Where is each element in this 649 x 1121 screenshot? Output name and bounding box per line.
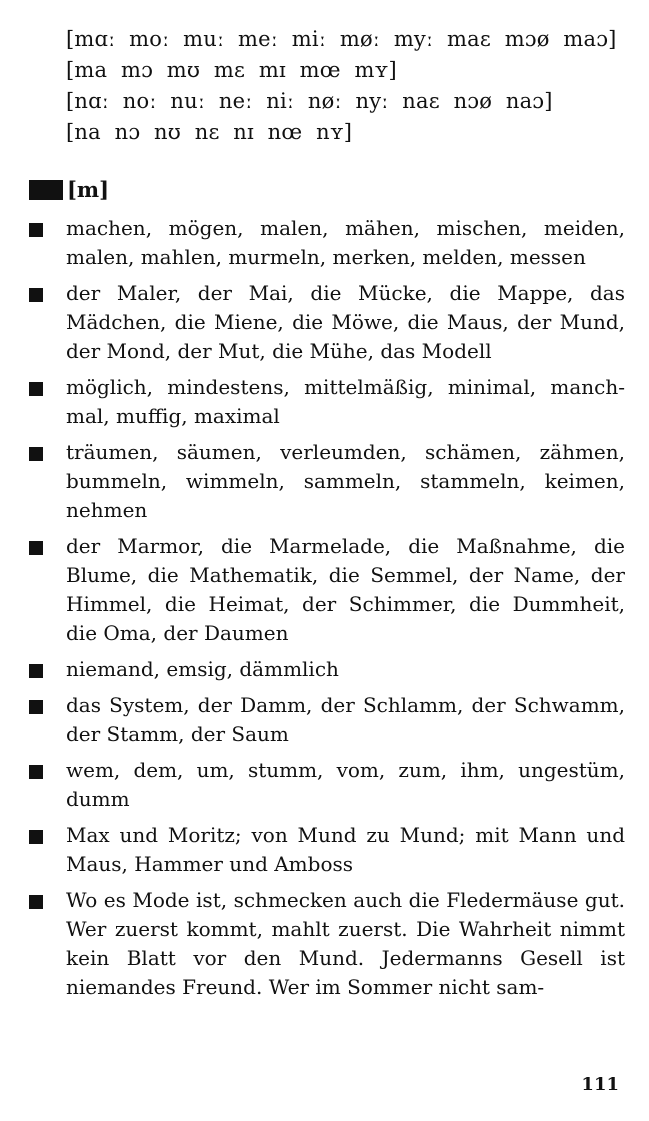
list-item — [29, 655, 625, 684]
list-item-text: Wo es Mode ist, schmecken auch die Fledermäuse gut. Wer zuerst kommt, mahlt zuerst. Die Wahrheit nimmt kein Blatt vor den Mund. Jedermanns Gesell ist niemandes Freund. Wer im Sommer nicht sam- — [66, 888, 625, 999]
list-item-text: möglich, mindestens, mittelmäßig, minimal, manchmal, muffig, maximal — [66, 375, 625, 428]
list-item — [29, 438, 625, 525]
section-title: [m] — [67, 177, 110, 202]
ipa-line: [ma mɔ mʊ mɛ mɪ mœ mʏ] — [66, 58, 397, 82]
ipa-transcription-block — [66, 24, 626, 148]
ipa-line: [nɑː noː nuː neː niː nøː nyː naɛ nɔø naɔ] — [66, 89, 553, 113]
list-item — [29, 279, 625, 366]
list-item-text: wem, dem, um, stumm, vom, zum, ihm, ungestüm, dumm — [66, 758, 625, 811]
page-number: 111 — [581, 1074, 619, 1095]
square-bullet-icon — [29, 447, 43, 461]
square-bullet-icon — [29, 664, 43, 678]
square-bullet-icon — [29, 830, 43, 844]
list-item — [29, 821, 625, 879]
list-item — [29, 691, 625, 749]
list-item-text: der Maler, der Mai, die Mücke, die Mappe, das Mädchen, die Miene, die Möwe, die Maus, der Mund, der Mond, der Mut, die Mühe, das Modell — [66, 281, 625, 363]
list-item-text: das System, der Damm, der Schlamm, der Schwamm, der Stamm, der Saum — [66, 693, 625, 746]
square-bullet-icon — [29, 382, 43, 396]
list-item — [29, 756, 625, 814]
square-bullet-icon — [29, 223, 43, 237]
section-marker-icon — [29, 180, 63, 200]
list-item — [29, 532, 625, 648]
list-item-text: Max und Moritz; von Mund zu Mund; mit Mann und Maus, Hammer und Amboss — [66, 823, 625, 876]
list-item-text: niemand, emsig, dämmlich — [66, 657, 339, 681]
exercise-list — [29, 214, 625, 1009]
list-item — [29, 214, 625, 272]
square-bullet-icon — [29, 765, 43, 779]
square-bullet-icon — [29, 700, 43, 714]
list-item-text: machen, mögen, malen, mähen, mischen, meiden, malen, mahlen, murmeln, merken, melden, messen — [66, 216, 625, 269]
square-bullet-icon — [29, 288, 43, 302]
list-item-text: der Marmor, die Marmelade, die Maßnahme, die Blume, die Mathematik, die Semmel, der Name, der Himmel, die Heimat, der Schimmer, die Dummheit, die Oma, der Daumen — [66, 534, 625, 645]
list-item — [29, 886, 625, 1002]
ipa-line: [na nɔ nʊ nɛ nɪ nœ nʏ] — [66, 120, 353, 144]
list-item-text: träumen, säumen, verleumden, schämen, zähmen, bummeln, wimmeln, sammeln, stammeln, keimen, nehmen — [66, 440, 625, 522]
list-item — [29, 373, 625, 431]
ipa-line: [mɑː moː muː meː miː møː myː maɛ mɔø maɔ] — [66, 27, 617, 51]
square-bullet-icon — [29, 895, 43, 909]
section-heading — [29, 176, 109, 204]
square-bullet-icon — [29, 541, 43, 555]
